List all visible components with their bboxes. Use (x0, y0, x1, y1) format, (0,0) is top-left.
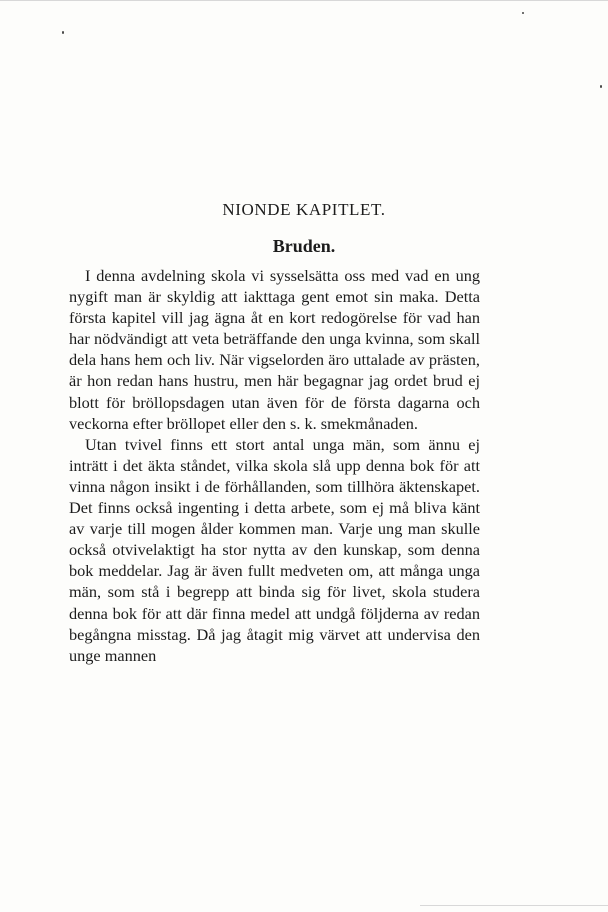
scan-edge-top (0, 0, 608, 1)
body-text (69, 265, 480, 666)
section-title: Bruden. (272, 236, 336, 256)
paragraph: Utan tvivel finns ett stort antal unga män, som ännu ej inträtt i det äkta ståndet, vilka skola slå upp denna bok för att vinna någon insikt i de förhållanden, som tillhöra äktenskapet. Det finns också ingenting i detta arbete, som ej må bliva känt av varje till mogen ålder kommen man. Varje ung man skulle också otvivelaktigt ha stor nytta av den kunskap, som denna bok meddelar. Jag är även fullt medveten om, att många unga män, som stå i begrepp att binda sig för livet, skola studera denna bok för att där finna medel att undgå följderna av redan begångna misstag. Då jag åtagit mig värvet att undervisa den unge mannen (69, 434, 480, 665)
scan-speck (600, 85, 602, 88)
scan-edge-bottom (420, 905, 608, 906)
scan-speck (522, 12, 524, 14)
chapter-heading: NIONDE KAPITLET. (222, 200, 386, 219)
paragraph: I denna avdelning skola vi sysselsätta oss med vad en ung nygift man är skyldig att iakttaga gent emot sin maka. Detta första kapitel vill jag ägna åt en kort redogörelse för vad han har nödvändigt att veta beträffande den unga kvinna, som skall dela hans hem och liv. När vigselorden äro uttalade av prästen, är hon redan hans hustru, men här begagnar jag ordet brud ej blott för bröllopsdagen utan även för de första dagarna och veckorna efter bröllopet eller den s. k. smekmånaden. (69, 266, 480, 433)
scan-speck (62, 31, 64, 34)
